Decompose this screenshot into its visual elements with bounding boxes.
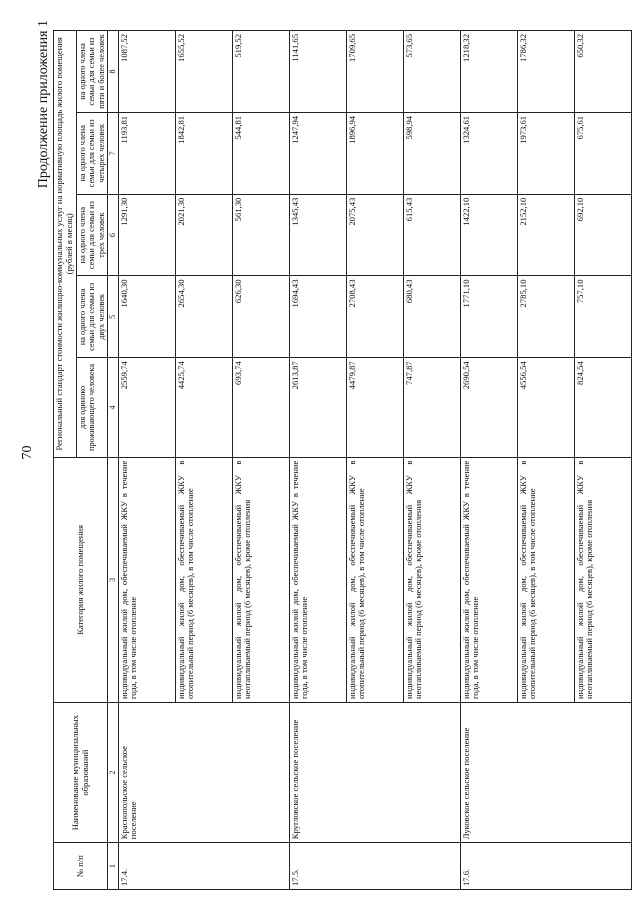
- value-cell: 1218,32: [460, 31, 517, 113]
- value-cell: 2559,74: [118, 358, 175, 457]
- value-cell: 1655,52: [175, 31, 232, 113]
- value-cell: 4425,74: [175, 358, 232, 457]
- municipality-name: Краснопольское сельское поселение: [118, 703, 289, 843]
- value-cell: 2690,54: [460, 358, 517, 457]
- header-sub: для одиноко проживающего человека: [76, 358, 108, 457]
- header-municipality: Наименование муниципальных образований: [54, 703, 108, 843]
- category-cell: индивидуальный жилой дом, обеспечиваемый ЖКУ в неотапливаемый период (6 месяцев), кроме отопления: [574, 457, 631, 702]
- column-index: 8: [108, 31, 118, 113]
- column-index: 5: [108, 276, 118, 358]
- column-index: 6: [108, 194, 118, 276]
- column-index: 2: [108, 703, 118, 843]
- value-cell: 2021,30: [175, 194, 232, 276]
- value-cell: 2708,43: [346, 276, 403, 358]
- category-cell: индивидуальный жилой дом, обеспечиваемый ЖКУ в течение года, в том числе отопление: [289, 457, 346, 702]
- municipality-name: Луковское сельское поселение: [460, 703, 631, 843]
- value-cell: 598,94: [403, 112, 460, 194]
- column-index: 3: [108, 457, 118, 702]
- category-cell: индивидуальный жилой дом, обеспечиваемый ЖКУ в отопительный период (6 месяцев), в том числе отопление: [175, 457, 232, 702]
- header-sub: на одного члена семьи для семьи из пяти и более человек: [76, 31, 108, 113]
- continuation-label: Продолжение приложения 1: [36, 20, 51, 189]
- value-cell: 615,43: [403, 194, 460, 276]
- value-cell: 680,43: [403, 276, 460, 358]
- category-cell: индивидуальный жилой дом, обеспечиваемый ЖКУ в отопительный период (6 месяцев), в том числе отопление: [346, 457, 403, 702]
- value-cell: 650,32: [574, 31, 631, 113]
- value-cell: 4556,54: [517, 358, 574, 457]
- value-cell: 1694,43: [289, 276, 346, 358]
- value-cell: 1193,81: [118, 112, 175, 194]
- value-cell: 2785,10: [517, 276, 574, 358]
- table-row: [289, 31, 346, 890]
- table-row: [118, 31, 175, 890]
- row-number: 17.4.: [118, 843, 289, 890]
- value-cell: 1422,10: [460, 194, 517, 276]
- value-cell: 1141,65: [289, 31, 346, 113]
- value-cell: 692,10: [574, 194, 631, 276]
- category-cell: индивидуальный жилой дом, обеспечиваемый ЖКУ в течение года, в том числе отопление: [118, 457, 175, 702]
- header-category: Категория жилого помещения: [54, 457, 108, 702]
- value-cell: 757,10: [574, 276, 631, 358]
- header-num: № п/п: [54, 843, 108, 890]
- value-cell: 544,81: [232, 112, 289, 194]
- value-cell: 1291,30: [118, 194, 175, 276]
- tariff-table: [53, 30, 632, 890]
- value-cell: 626,30: [232, 276, 289, 358]
- category-cell: индивидуальный жилой дом, обеспечиваемый ЖКУ в отопительный период (6 месяцев), в том числе отопление: [517, 457, 574, 702]
- value-cell: 1973,61: [517, 112, 574, 194]
- value-cell: 1896,94: [346, 112, 403, 194]
- header-sub: на одного члена семьи для семьи из трех человек: [76, 194, 108, 276]
- category-cell: индивидуальный жилой дом, обеспечиваемый ЖКУ в течение года, в том числе отопление: [460, 457, 517, 702]
- value-cell: 1247,94: [289, 112, 346, 194]
- value-cell: 573,65: [403, 31, 460, 113]
- value-cell: 561,30: [232, 194, 289, 276]
- value-cell: 4479,87: [346, 358, 403, 457]
- value-cell: 1771,10: [460, 276, 517, 358]
- page-number: 70: [20, 445, 35, 460]
- value-cell: 2613,87: [289, 358, 346, 457]
- value-cell: 1324,61: [460, 112, 517, 194]
- row-number: 17.5.: [289, 843, 460, 890]
- header-standard: Региональный стандарт стоимости жилищно-коммунальных услуг на нормативную площадь жилого помещения (рублей в месяц): [54, 31, 77, 458]
- category-cell: индивидуальный жилой дом, обеспечиваемый ЖКУ в неотапливаемый период (6 месяцев), кроме отопления: [403, 457, 460, 702]
- value-cell: 824,54: [574, 358, 631, 457]
- value-cell: 519,52: [232, 31, 289, 113]
- municipality-name: Кругловское сельское поселение: [289, 703, 460, 843]
- value-cell: 675,61: [574, 112, 631, 194]
- value-cell: 693,74: [232, 358, 289, 457]
- header-sub: на одного члена семьи для семьи из двух человек: [76, 276, 108, 358]
- value-cell: 1709,65: [346, 31, 403, 113]
- category-cell: индивидуальный жилой дом, обеспечиваемый ЖКУ в неотапливаемый период (6 месяцев), кроме отопления: [232, 457, 289, 702]
- value-cell: 1640,30: [118, 276, 175, 358]
- value-cell: 1087,52: [118, 31, 175, 113]
- value-cell: 2654,30: [175, 276, 232, 358]
- table-row: [460, 31, 517, 890]
- column-index: 7: [108, 112, 118, 194]
- column-index: 4: [108, 358, 118, 457]
- value-cell: 2075,43: [346, 194, 403, 276]
- value-cell: 2152,10: [517, 194, 574, 276]
- value-cell: 1842,81: [175, 112, 232, 194]
- value-cell: 1786,32: [517, 31, 574, 113]
- row-number: 17.6.: [460, 843, 631, 890]
- header-sub: на одного члена семьи для семьи из четырех человек: [76, 112, 108, 194]
- column-index: 1: [108, 843, 118, 890]
- value-cell: 1345,43: [289, 194, 346, 276]
- value-cell: 747,87: [403, 358, 460, 457]
